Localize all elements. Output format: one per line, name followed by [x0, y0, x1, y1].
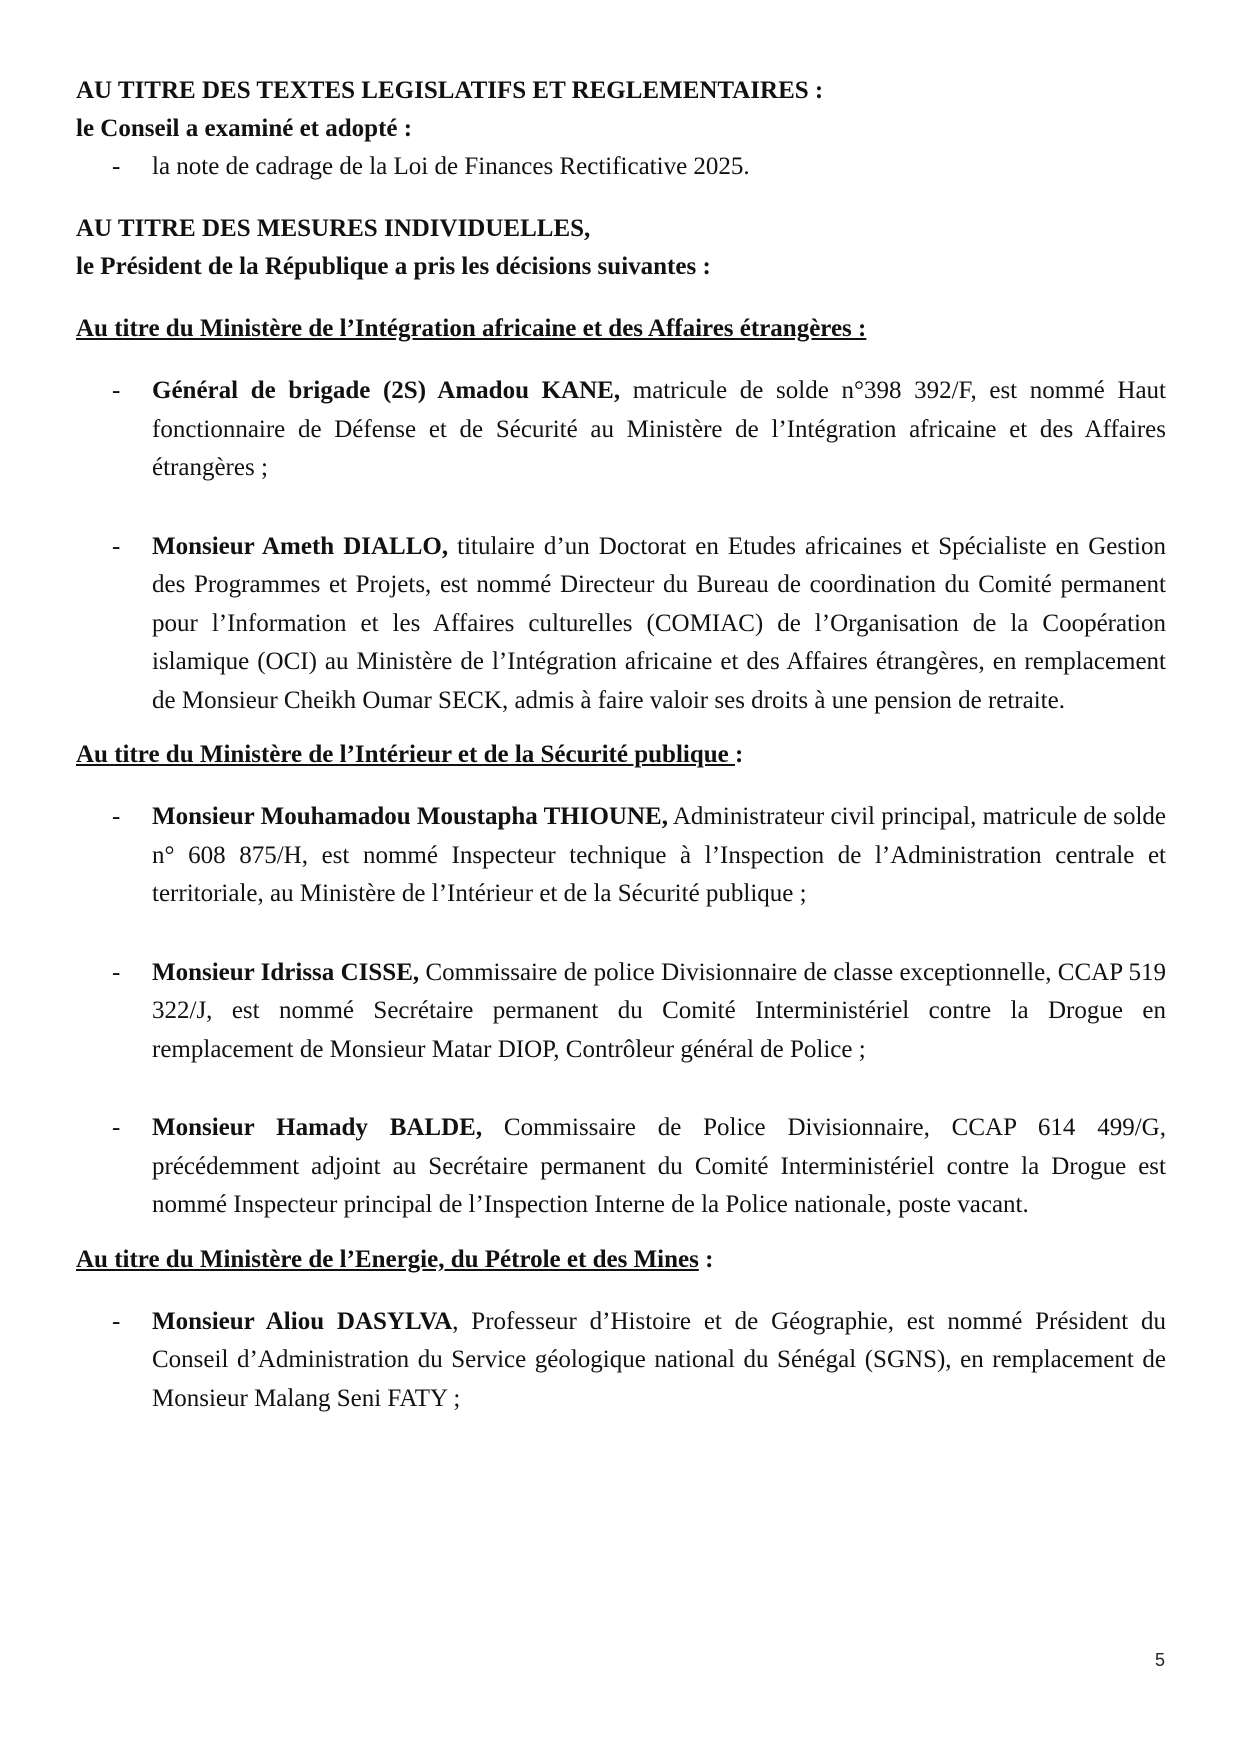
appointment-item — [76, 528, 1166, 721]
list-dash: - — [112, 1307, 121, 1335]
section-title-legislative: AU TITRE DES TEXTES LEGISLATIFS ET REGLEMENTAIRES : — [76, 77, 824, 104]
appointment-item — [76, 1303, 1166, 1419]
list-dash: - — [112, 153, 121, 180]
appointment-item — [76, 1109, 1166, 1225]
section-title-individual-measures: AU TITRE DES MESURES INDIVIDUELLES, — [76, 215, 591, 242]
list-item — [76, 148, 1166, 186]
list-dash: - — [112, 1114, 121, 1141]
list-dash: - — [112, 803, 121, 830]
ministry-heading-foreign-affairs: Au titre du Ministère de l’Intégration africaine et des Affaires étrangères : — [76, 315, 867, 342]
appointment-text: Administrateur civil principal, matricule de solde n° 608 875/H, est nommé Inspecteur technique à l’Inspection de l’Administration centrale et territoriale, au Ministère de l’Intérieur et de la Sécurité publique ; — [152, 803, 1166, 907]
appointment-text: Commissaire de Police Divisionnaire, CCAP 614 499/G, précédemment adjoint au Secrétaire permanent du Comité Interministériel contre la Drogue est nommé Inspecteur principal de l’Inspection Interne de la Police nationale, poste vacant. — [152, 1114, 1166, 1218]
appointment-text: titulaire d’un Doctorat en Etudes africaines et Spécialiste en Gestion des Programmes et Projets, est nommé Directeur du Bureau de coordination du Comité permanent pour l’Information et les Affaires culturelles (COMIAC) de l’Organisation de la Coopération islamique (OCI) au Ministère de l’Intégration africaine et des Affaires étrangères, en remplacement de Monsieur Cheikh Oumar SECK, admis à faire valoir ses droits à une pension de retraite. — [152, 532, 1166, 714]
appointee-name: Monsieur Hamady BALDE, — [152, 1114, 483, 1141]
list-dash: - — [112, 532, 121, 560]
appointment-item — [76, 798, 1166, 914]
appointee-name: Monsieur Mouhamadou Moustapha THIOUNE, — [152, 803, 668, 830]
list-dash: - — [112, 958, 121, 986]
appointee-name: Monsieur Ameth DIALLO, — [152, 532, 449, 560]
section-subtitle-council: le Conseil a examiné et adopté : — [76, 115, 413, 142]
appointee-name: Monsieur Aliou DASYLVA — [152, 1307, 453, 1335]
appointment-text: , Professeur d’Histoire et de Géographie, est nommé Président du Conseil d’Administration du Service géologique national du Sénégal (SGNS), en remplacement de Monsieur Malang Seni FATY ; — [152, 1307, 1166, 1412]
appointment-item — [76, 954, 1166, 1070]
appointment-text: Commissaire de police Divisionnaire de classe exceptionnelle, CCAP 519 322/J, est nommé Secrétaire permanent du Comité Interministériel contre la Drogue en remplacement de Monsieur Matar DIOP, Contrôleur général de Police ; — [152, 958, 1166, 1063]
appointee-name: Général de brigade (2S) Amadou KANE, — [152, 377, 621, 404]
page-number: 5 — [1154, 1650, 1165, 1670]
list-dash: - — [112, 377, 121, 404]
appointee-name: Monsieur Idrissa CISSE, — [152, 958, 420, 986]
section-subtitle-president: le Président de la République a pris les décisions suivantes : — [76, 253, 711, 280]
ministry-heading-interior: Au titre du Ministère de l’Intérieur et de la Sécurité publique : — [76, 741, 744, 768]
list-item-text: la note de cadrage de la Loi de Finances Rectificative 2025. — [152, 153, 750, 180]
ministry-heading-energy: Au titre du Ministère de l’Energie, du Pétrole et des Mines : — [76, 1245, 714, 1273]
appointment-text: matricule de solde n°398 392/F, est nommé Haut fonctionnaire de Défense et de Sécurité au Ministère de l’Intégration africaine et des Affaires étrangères ; — [152, 377, 1166, 481]
appointment-item — [76, 372, 1166, 488]
document-page — [76, 72, 1166, 1418]
